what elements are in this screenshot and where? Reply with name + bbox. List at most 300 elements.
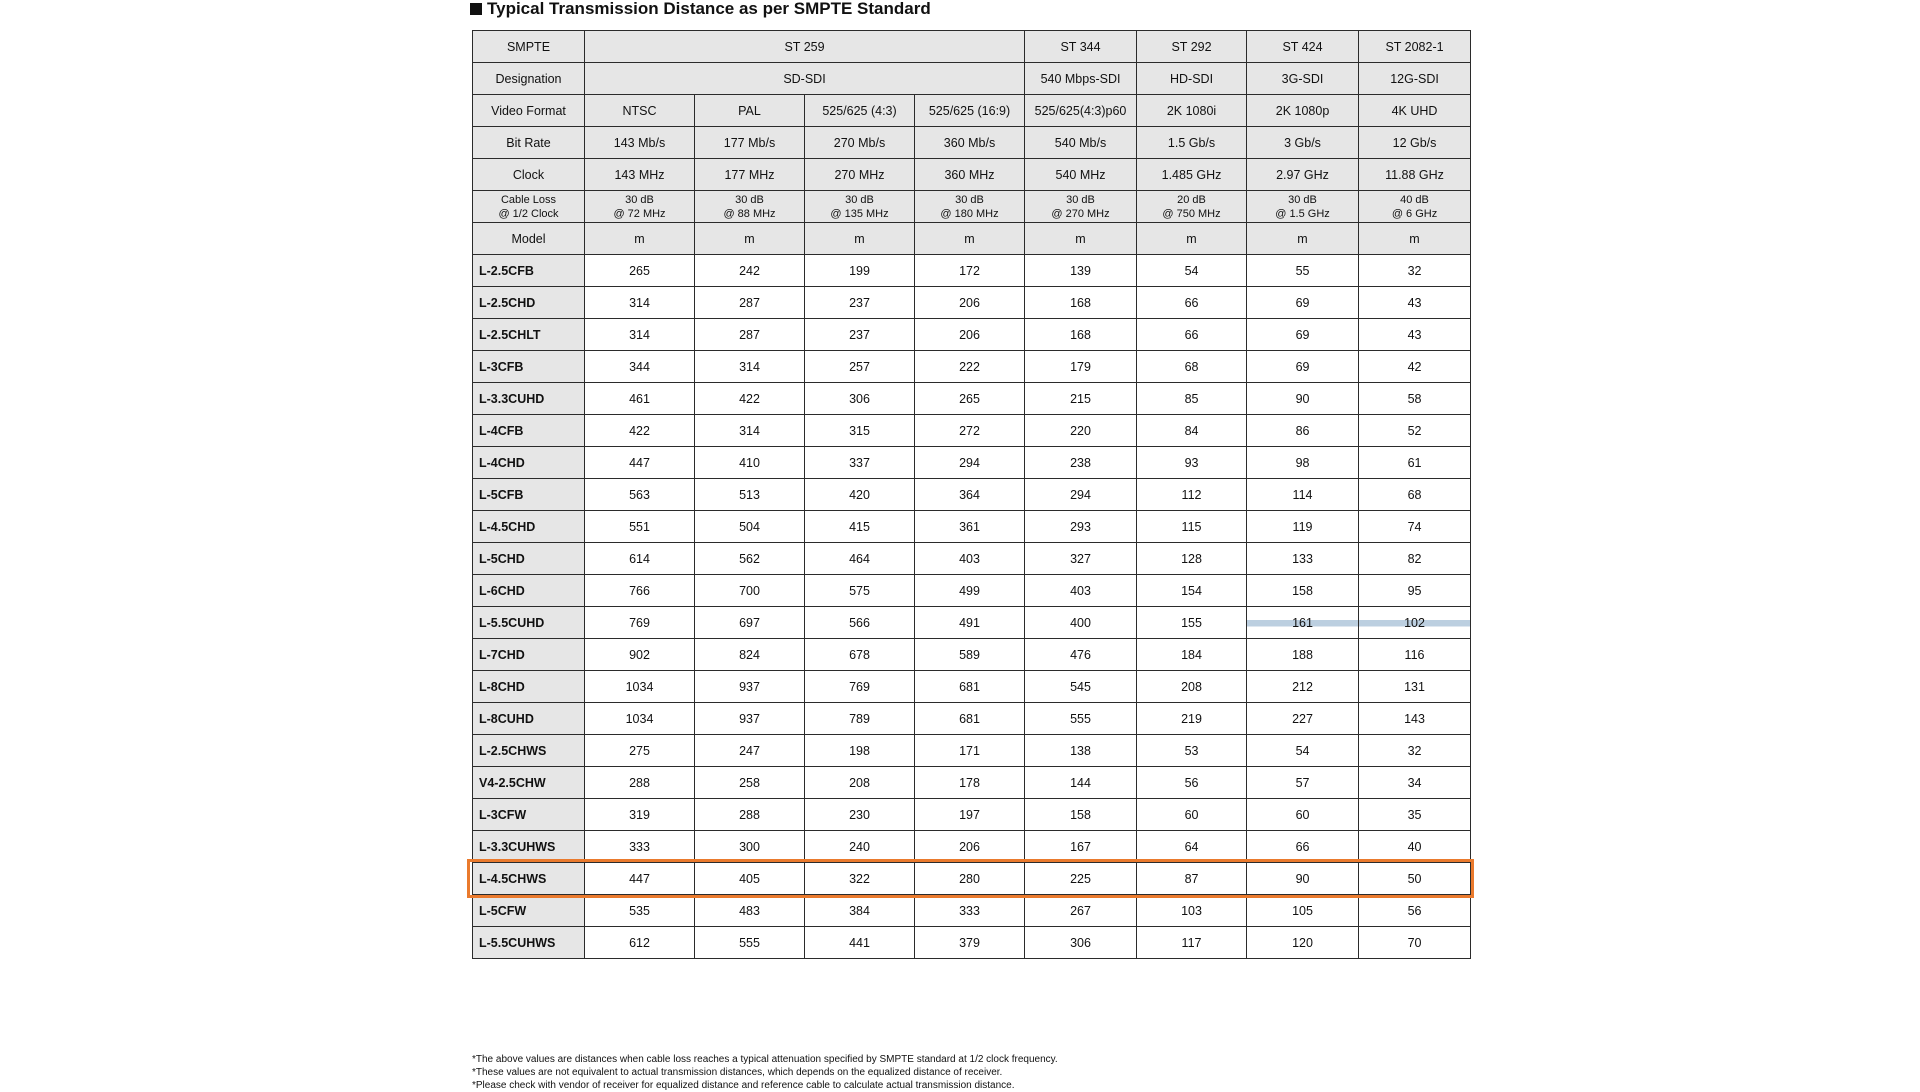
distance-cell: 114 (1247, 479, 1359, 511)
distance-cell: 237 (805, 319, 915, 351)
distance-cell: 154 (1137, 575, 1247, 607)
table-row (473, 671, 1471, 703)
distance-cell: 476 (1025, 639, 1137, 671)
distance-cell: 69 (1247, 351, 1359, 383)
distance-cell: 247 (695, 735, 805, 767)
header-cell: HD-SDI (1137, 63, 1247, 95)
distance-cell: 769 (805, 671, 915, 703)
header-row (473, 63, 1471, 95)
header-cell: 2K 1080i (1137, 95, 1247, 127)
table-row (473, 383, 1471, 415)
distance-cell: 60 (1137, 799, 1247, 831)
cell-line: @ 1.5 GHz (1275, 207, 1330, 220)
table-row (473, 863, 1471, 895)
distance-cell: 103 (1137, 895, 1247, 927)
cell-line: 30 dB (845, 193, 874, 206)
distance-cell: 287 (695, 319, 805, 351)
header-cell (1025, 191, 1137, 223)
distance-cell: 55 (1247, 255, 1359, 287)
distance-cell: 441 (805, 927, 915, 959)
distance-cell: 54 (1137, 255, 1247, 287)
distance-cell: 42 (1359, 351, 1471, 383)
header-cell: 540 MHz (1025, 159, 1137, 191)
distance-cell: 66 (1137, 319, 1247, 351)
distance-cell: 314 (695, 351, 805, 383)
distance-cell: 69 (1247, 287, 1359, 319)
distance-cell: 119 (1247, 511, 1359, 543)
model-cell: L-4.5CHWS (473, 863, 585, 895)
header-cell: 360 MHz (915, 159, 1025, 191)
table-row (473, 639, 1471, 671)
distance-cell: 499 (915, 575, 1025, 607)
distance-cell: 681 (915, 671, 1025, 703)
distance-cell: 85 (1137, 383, 1247, 415)
header-label (473, 191, 585, 223)
model-cell: L-5CFB (473, 479, 585, 511)
distance-cell: 902 (585, 639, 695, 671)
table-row (473, 703, 1471, 735)
cell-line: 30 dB (955, 193, 984, 206)
distance-cell: 206 (915, 287, 1025, 319)
distance-cell: 294 (1025, 479, 1137, 511)
distance-cell: 68 (1137, 351, 1247, 383)
header-label: Model (473, 223, 585, 255)
distance-cell: 54 (1247, 735, 1359, 767)
distance-cell: 227 (1247, 703, 1359, 735)
footnotes (472, 1053, 1058, 1092)
model-cell: L-4CFB (473, 415, 585, 447)
distance-cell: 112 (1137, 479, 1247, 511)
distance-cell: 562 (695, 543, 805, 575)
header-cell: 525/625 (16:9) (915, 95, 1025, 127)
model-cell: L-4CHD (473, 447, 585, 479)
model-cell: L-2.5CHD (473, 287, 585, 319)
table-row (473, 735, 1471, 767)
header-cell: 11.88 GHz (1359, 159, 1471, 191)
distance-cell: 56 (1137, 767, 1247, 799)
distance-cell: 464 (805, 543, 915, 575)
header-row (473, 127, 1471, 159)
distance-cell: 82 (1359, 543, 1471, 575)
header-cell: 2.97 GHz (1247, 159, 1359, 191)
cell-line: @ 270 MHz (1051, 207, 1110, 220)
distance-cell: 288 (695, 799, 805, 831)
distance-cell: 612 (585, 927, 695, 959)
cell-line: @ 135 MHz (830, 207, 889, 220)
cell-line: 40 dB (1400, 193, 1429, 206)
distance-cell: 1034 (585, 703, 695, 735)
distance-cell: 361 (915, 511, 1025, 543)
distance-cell: 379 (915, 927, 1025, 959)
distance-cell: 267 (1025, 895, 1137, 927)
distance-cell: 133 (1247, 543, 1359, 575)
table-row (473, 511, 1471, 543)
distance-cell: 199 (805, 255, 915, 287)
distance-cell: 415 (805, 511, 915, 543)
header-cell: 177 MHz (695, 159, 805, 191)
model-cell: L-3CFB (473, 351, 585, 383)
cell-line: @ 1/2 Clock (498, 207, 559, 220)
header-cell: m (695, 223, 805, 255)
table-row (473, 895, 1471, 927)
cell-line: Cable Loss (500, 193, 557, 206)
header-cell: ST 2082-1 (1359, 31, 1471, 63)
distance-cell: 138 (1025, 735, 1137, 767)
header-cell: 360 Mb/s (915, 127, 1025, 159)
model-cell: L-5CFW (473, 895, 585, 927)
table-row (473, 543, 1471, 575)
distance-cell: 34 (1359, 767, 1471, 799)
distance-cell: 240 (805, 831, 915, 863)
header-cell: ST 259 (585, 31, 1025, 63)
table-title-text: Typical Transmission Distance as per SMPTE Standard (487, 0, 931, 18)
model-cell: L-3CFW (473, 799, 585, 831)
cell-line: @ 6 GHz (1391, 207, 1438, 220)
distance-cell: 238 (1025, 447, 1137, 479)
table-row (473, 575, 1471, 607)
distance-cell: 294 (915, 447, 1025, 479)
header-cell: 12G-SDI (1359, 63, 1471, 95)
table-row (473, 799, 1471, 831)
distance-cell: 68 (1359, 479, 1471, 511)
distance-cell: 222 (915, 351, 1025, 383)
header-cell: 2K 1080p (1247, 95, 1359, 127)
distance-cell: 32 (1359, 255, 1471, 287)
distance-cell: 483 (695, 895, 805, 927)
distance-cell: 447 (585, 447, 695, 479)
header-cell: ST 292 (1137, 31, 1247, 63)
distance-cell: 32 (1359, 735, 1471, 767)
distance-cell: 167 (1025, 831, 1137, 863)
distance-cell: 220 (1025, 415, 1137, 447)
header-cell: 1.5 Gb/s (1137, 127, 1247, 159)
distance-cell: 551 (585, 511, 695, 543)
distance-cell: 172 (915, 255, 1025, 287)
distance-cell: 789 (805, 703, 915, 735)
distance-cell: 237 (805, 287, 915, 319)
distance-cell: 74 (1359, 511, 1471, 543)
distance-cell: 447 (585, 863, 695, 895)
table-row (473, 927, 1471, 959)
distance-cell: 178 (915, 767, 1025, 799)
header-cell (1247, 191, 1359, 223)
distance-cell: 208 (1137, 671, 1247, 703)
model-cell: L-2.5CFB (473, 255, 585, 287)
distance-cell: 52 (1359, 415, 1471, 447)
distance-cell: 61 (1359, 447, 1471, 479)
distance-cell: 208 (805, 767, 915, 799)
header-cell (695, 191, 805, 223)
distance-cell: 93 (1137, 447, 1247, 479)
distance-cell: 102 (1359, 607, 1471, 639)
table-row (473, 479, 1471, 511)
distance-cell: 70 (1359, 927, 1471, 959)
distance-cell: 57 (1247, 767, 1359, 799)
model-cell: L-2.5CHWS (473, 735, 585, 767)
table-body (473, 31, 1471, 959)
cell-line: 30 dB (1288, 193, 1317, 206)
distance-cell: 420 (805, 479, 915, 511)
header-cell: NTSC (585, 95, 695, 127)
distance-cell: 337 (805, 447, 915, 479)
distance-cell: 158 (1247, 575, 1359, 607)
cell-line: @ 72 MHz (613, 207, 666, 220)
header-cell (915, 191, 1025, 223)
model-cell: L-5.5CUHD (473, 607, 585, 639)
header-cell: 1.485 GHz (1137, 159, 1247, 191)
distance-cell: 937 (695, 703, 805, 735)
distance-cell: 314 (695, 415, 805, 447)
header-cell (585, 191, 695, 223)
distance-cell: 143 (1359, 703, 1471, 735)
distance-cell: 288 (585, 767, 695, 799)
distance-cell: 700 (695, 575, 805, 607)
distance-cell: 545 (1025, 671, 1137, 703)
model-cell: L-6CHD (473, 575, 585, 607)
header-cell: ST 344 (1025, 31, 1137, 63)
header-cell (1359, 191, 1471, 223)
distance-cell: 56 (1359, 895, 1471, 927)
header-label: Video Format (473, 95, 585, 127)
distance-cell: 242 (695, 255, 805, 287)
model-cell: L-8CHD (473, 671, 585, 703)
distance-cell: 43 (1359, 287, 1471, 319)
model-cell: L-5CHD (473, 543, 585, 575)
header-cell: 3G-SDI (1247, 63, 1359, 95)
distance-cell: 168 (1025, 287, 1137, 319)
distance-cell: 144 (1025, 767, 1137, 799)
header-cell: 12 Gb/s (1359, 127, 1471, 159)
distance-cell: 766 (585, 575, 695, 607)
distance-cell: 333 (915, 895, 1025, 927)
distance-cell: 131 (1359, 671, 1471, 703)
header-cell: PAL (695, 95, 805, 127)
cell-line: 30 dB (1066, 193, 1095, 206)
header-cell: m (585, 223, 695, 255)
distance-cell: 937 (695, 671, 805, 703)
distance-cell: 333 (585, 831, 695, 863)
distance-cell: 206 (915, 831, 1025, 863)
distance-cell: 225 (1025, 863, 1137, 895)
distance-cell: 87 (1137, 863, 1247, 895)
distance-cell: 513 (695, 479, 805, 511)
header-cell: 525/625(4:3)p60 (1025, 95, 1137, 127)
distance-cell: 66 (1247, 831, 1359, 863)
cell-line: @ 750 MHz (1162, 207, 1221, 220)
model-cell: L-2.5CHLT (473, 319, 585, 351)
distance-cell: 120 (1247, 927, 1359, 959)
distance-cell: 410 (695, 447, 805, 479)
table-row (473, 607, 1471, 639)
table-row (473, 447, 1471, 479)
header-row (473, 159, 1471, 191)
distance-cell: 403 (915, 543, 1025, 575)
model-cell: L-8CUHD (473, 703, 585, 735)
distance-cell: 535 (585, 895, 695, 927)
distance-cell: 384 (805, 895, 915, 927)
distance-cell: 66 (1137, 287, 1247, 319)
distance-cell: 589 (915, 639, 1025, 671)
distance-cell: 35 (1359, 799, 1471, 831)
header-cell: 3 Gb/s (1247, 127, 1359, 159)
distance-cell: 555 (1025, 703, 1137, 735)
distance-cell: 287 (695, 287, 805, 319)
footnote: *The above values are distances when cable loss reaches a typical attenuation specified by SMPTE standard at 1/2 clock frequency. (472, 1054, 1058, 1065)
distance-cell: 60 (1247, 799, 1359, 831)
distance-cell: 69 (1247, 319, 1359, 351)
model-cell: L-5.5CUHWS (473, 927, 585, 959)
distance-cell: 280 (915, 863, 1025, 895)
distance-cell: 219 (1137, 703, 1247, 735)
distance-cell: 306 (805, 383, 915, 415)
distance-cell: 563 (585, 479, 695, 511)
distance-cell: 90 (1247, 863, 1359, 895)
distance-cell: 314 (585, 287, 695, 319)
distance-cell: 161 (1247, 607, 1359, 639)
distance-cell: 139 (1025, 255, 1137, 287)
distance-cell: 265 (915, 383, 1025, 415)
header-cell (1137, 191, 1247, 223)
table-row (473, 287, 1471, 319)
distance-cell: 293 (1025, 511, 1137, 543)
distance-cell: 566 (805, 607, 915, 639)
header-cell: 177 Mb/s (695, 127, 805, 159)
header-cell: 143 Mb/s (585, 127, 695, 159)
header-cell: m (805, 223, 915, 255)
distance-cell: 257 (805, 351, 915, 383)
header-row (473, 191, 1471, 223)
distance-cell: 681 (915, 703, 1025, 735)
distance-cell: 306 (1025, 927, 1137, 959)
header-cell: m (1025, 223, 1137, 255)
cell-line: @ 88 MHz (723, 207, 776, 220)
header-label: Bit Rate (473, 127, 585, 159)
distance-cell: 364 (915, 479, 1025, 511)
distance-cell: 265 (585, 255, 695, 287)
distance-cell: 405 (695, 863, 805, 895)
distance-cell: 212 (1247, 671, 1359, 703)
distance-cell: 90 (1247, 383, 1359, 415)
distance-cell: 504 (695, 511, 805, 543)
model-cell: L-3.3CUHD (473, 383, 585, 415)
distance-cell: 198 (805, 735, 915, 767)
model-cell: L-7CHD (473, 639, 585, 671)
header-label: SMPTE (473, 31, 585, 63)
distance-cell: 258 (695, 767, 805, 799)
header-cell: 525/625 (4:3) (805, 95, 915, 127)
distance-cell: 197 (915, 799, 1025, 831)
distance-cell: 461 (585, 383, 695, 415)
distance-cell: 53 (1137, 735, 1247, 767)
header-row (473, 95, 1471, 127)
header-cell: m (915, 223, 1025, 255)
table-row (473, 319, 1471, 351)
table-row (473, 255, 1471, 287)
distance-cell: 230 (805, 799, 915, 831)
square-bullet-icon (470, 3, 482, 15)
distance-cell: 105 (1247, 895, 1359, 927)
distance-cell: 58 (1359, 383, 1471, 415)
table-title (470, 0, 931, 21)
distance-cell: 188 (1247, 639, 1359, 671)
distance-cell: 769 (585, 607, 695, 639)
distance-cell: 128 (1137, 543, 1247, 575)
header-cell: ST 424 (1247, 31, 1359, 63)
distance-cell: 50 (1359, 863, 1471, 895)
header-cell: SD-SDI (585, 63, 1025, 95)
distance-cell: 403 (1025, 575, 1137, 607)
header-cell (805, 191, 915, 223)
distance-cell: 171 (915, 735, 1025, 767)
distance-cell: 84 (1137, 415, 1247, 447)
distance-cell: 184 (1137, 639, 1247, 671)
header-cell: 270 MHz (805, 159, 915, 191)
distance-cell: 64 (1137, 831, 1247, 863)
distance-cell: 40 (1359, 831, 1471, 863)
cell-line: @ 180 MHz (940, 207, 999, 220)
distance-cell: 155 (1137, 607, 1247, 639)
footnote: *Please check with vendor of receiver for equalized distance and reference cable to calculate actual transmission distance. (472, 1080, 1015, 1091)
header-cell: 540 Mbps-SDI (1025, 63, 1137, 95)
distance-cell: 322 (805, 863, 915, 895)
model-cell: L-3.3CUHWS (473, 831, 585, 863)
header-row (473, 31, 1471, 63)
table-row (473, 415, 1471, 447)
distance-cell: 1034 (585, 671, 695, 703)
cell-line: 30 dB (625, 193, 654, 206)
table-row (473, 831, 1471, 863)
distance-cell: 314 (585, 319, 695, 351)
distance-cell: 275 (585, 735, 695, 767)
distance-cell: 300 (695, 831, 805, 863)
distance-cell: 614 (585, 543, 695, 575)
distance-cell: 575 (805, 575, 915, 607)
distance-cell: 215 (1025, 383, 1137, 415)
table-row (473, 767, 1471, 799)
distance-cell: 555 (695, 927, 805, 959)
header-cell: 540 Mb/s (1025, 127, 1137, 159)
header-cell: 270 Mb/s (805, 127, 915, 159)
distance-cell: 315 (805, 415, 915, 447)
header-cell: m (1137, 223, 1247, 255)
cell-line: 20 dB (1177, 193, 1206, 206)
header-cell: 143 MHz (585, 159, 695, 191)
header-cell: 4K UHD (1359, 95, 1471, 127)
distance-cell: 43 (1359, 319, 1471, 351)
distance-cell: 115 (1137, 511, 1247, 543)
distance-cell: 344 (585, 351, 695, 383)
distance-cell: 491 (915, 607, 1025, 639)
distance-cell: 98 (1247, 447, 1359, 479)
distance-cell: 327 (1025, 543, 1137, 575)
header-cell: m (1359, 223, 1471, 255)
distance-cell: 158 (1025, 799, 1137, 831)
distance-cell: 422 (695, 383, 805, 415)
distance-cell: 117 (1137, 927, 1247, 959)
model-cell: L-4.5CHD (473, 511, 585, 543)
distance-cell: 86 (1247, 415, 1359, 447)
distance-cell: 95 (1359, 575, 1471, 607)
footnote: *These values are not equivalent to actual transmission distances, which depends on the equalized distance of receiver. (472, 1067, 1003, 1078)
header-label: Designation (473, 63, 585, 95)
distance-cell: 678 (805, 639, 915, 671)
distance-cell: 422 (585, 415, 695, 447)
distance-cell: 116 (1359, 639, 1471, 671)
distance-cell: 400 (1025, 607, 1137, 639)
table-row (473, 351, 1471, 383)
distance-cell: 697 (695, 607, 805, 639)
distance-cell: 206 (915, 319, 1025, 351)
